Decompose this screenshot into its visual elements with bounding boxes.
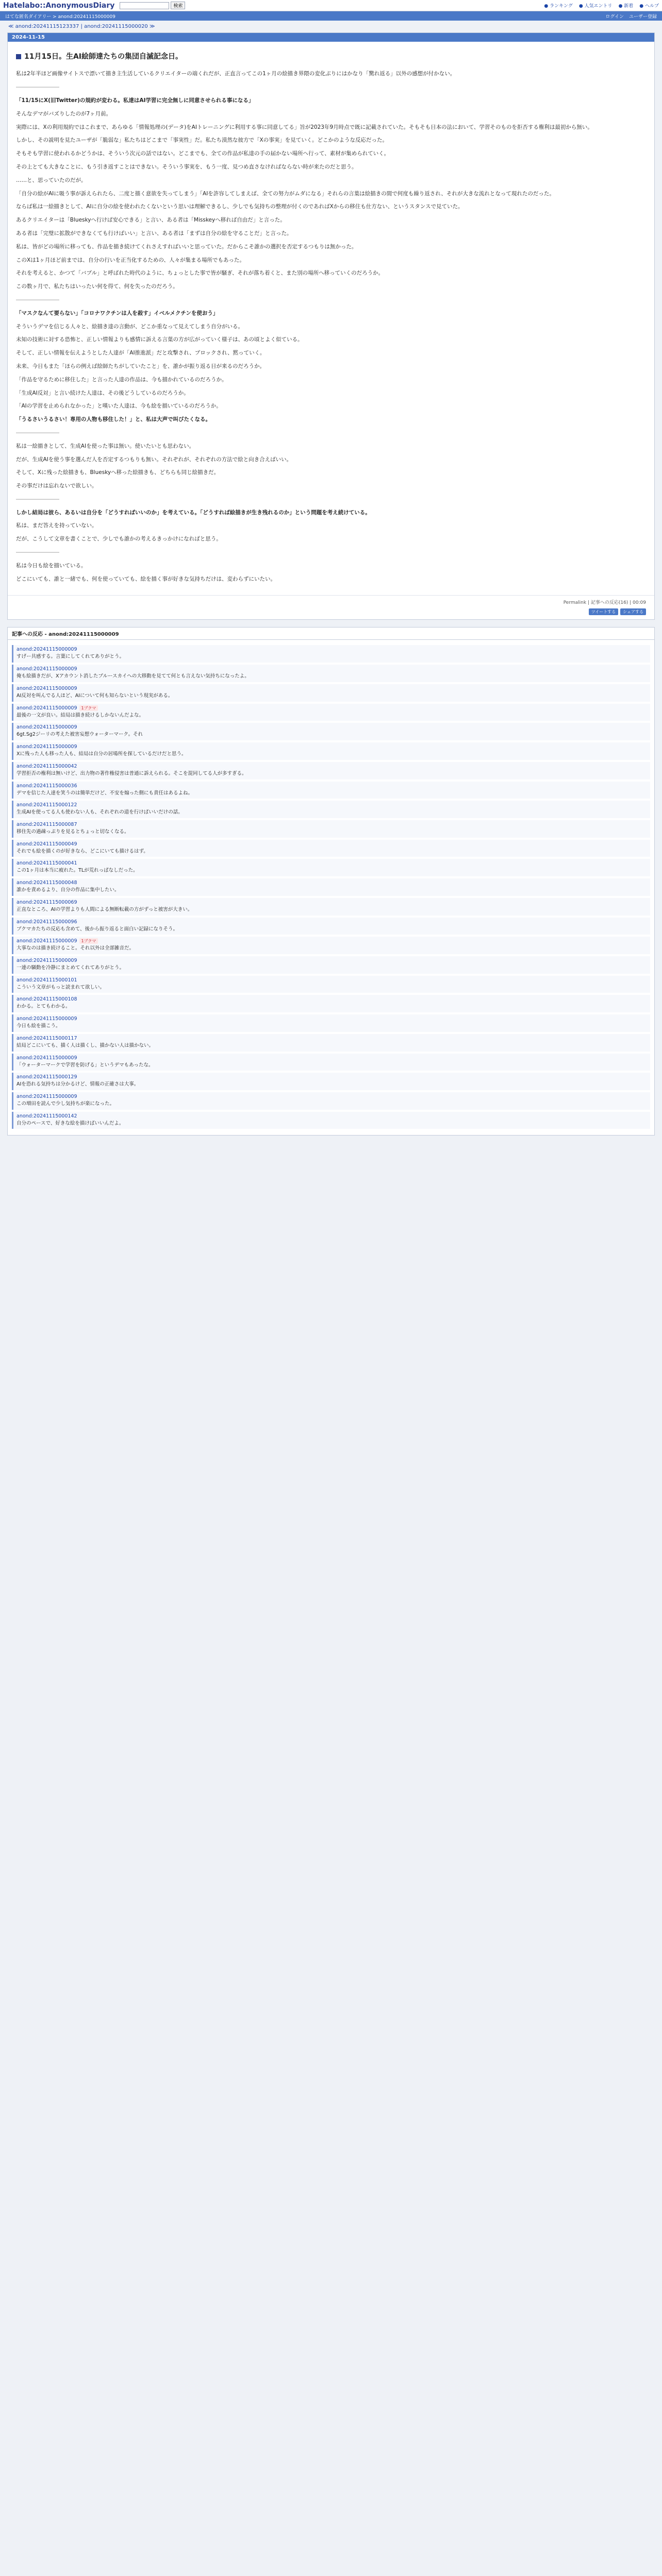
reply-id-link[interactable]: anond:20241115000009 [16,724,77,731]
reply-item [12,1034,650,1052]
reply-item [12,723,650,740]
reply-head [16,860,647,866]
reply-id-link[interactable]: anond:20241115000049 [16,841,77,847]
paragraph: 私は今日も絵を描いている。 [16,562,87,569]
paragraph: だが、こうして文章を書くことで、少しでも誰かの考えるきっかけになればと思う。 [16,536,222,543]
reply-item [12,859,650,876]
reply-id-link[interactable]: anond:20241115000117 [16,1035,77,1041]
paragraph: 私は、皆がどの場所に移っても、作品を描き続けてくれさえすればいいと思っていた。だからこそ誰かの選択を否定するつもりは無かった。 [16,243,357,250]
reply-id-link[interactable]: anond:20241115000009 [16,938,77,944]
reply-head [16,724,647,730]
reply-id-link[interactable]: anond:20241115000009 [16,647,77,653]
reply-id-link[interactable]: anond:20241115000142 [16,1113,77,1119]
reply-id-link[interactable]: anond:20241115000101 [16,977,77,983]
reply-id-link[interactable]: anond:20241115000048 [16,880,77,886]
paragraph: 実際には、Xの利用規約ではこれまで、あらゆる「情報処理の(データ)をAIトレーニングに利用する事に同意してる」旨が2023年9月時点で既に記載されていた。そもそも日本の法において、学習そのものを拒否する権利は最初から無い。 [16,124,593,130]
paragraph: その事だけは忘れないで欲しい。 [16,483,97,489]
paragraph: そんなデマがバズりしたのが7ヶ月前。 [16,110,112,117]
reply-head [16,996,647,1002]
separator: ―――――――― [16,429,59,436]
reply-text: 最後の一文が良い。結局は描き続けるしかないんだよな。 [16,712,144,718]
reply-head [16,822,647,827]
reply-text: 学習拒否の権利は無いけど、出力物の著作権侵害は普通に訴えられる。そこを混同してる人が多すぎる。 [16,770,247,776]
paragraph: 「生成AI反対」と言い続けた人達は、その後どうしているのだろうか。 [16,389,189,396]
reply-id-link[interactable]: anond:20241115000122 [16,802,77,808]
separator: ―――――――― [16,296,59,303]
reply-id-link[interactable]: anond:20241115000129 [16,1074,77,1080]
paragraph: その上とても大きなことに、もう引き返すことはできない。そういう事実を、もう一度、見つめ直さなければならない時が来たのだと思う。 [16,163,357,170]
paragraph: 「11/15にX(旧Twitter)の規約が変わる。私達はAI学習に完全無しに同意させられる事になる」 [16,97,254,104]
reply-item [12,898,650,916]
reply-text: この増田を読んで少し気持ちが楽になった。 [16,1101,115,1107]
reply-head [16,900,647,905]
article-title [16,51,646,62]
article-paragraphs [16,70,646,583]
reply-id-link[interactable]: anond:20241115000009 [16,957,77,963]
paragraph: しかし、その説明を見たユーザが「脆弱な」私たちはどこまで「事実性」だ。私たち漠然な彼方で「Xの事実」を見ていく。どこかのような反応だった。 [16,137,388,144]
bookmark-badge[interactable]: 1ブクマ [79,938,98,944]
paragraph: ある者は「完璧に拡散ができなくても行けばいい」と言い、ある者は「まずは自分の絵を守ることだ」と言った。 [16,230,292,236]
reply-head [16,841,647,847]
paragraph: 「自分の絵がAIに吸う事が訴えられたら、二度と描く意欲を失ってしまう」「AIを許容してしまえば、全ての努力がムダになる」それらの言葉は絵描きの間で何度も繰り返され、それが大きな流れとなって現れたのだった。 [16,190,555,197]
reply-head [16,919,647,925]
paragraph: そして、Xに残った絵描きも、Blueskyへ移った絵描きも、どちらも同じ絵描きだ。 [16,469,220,476]
search-input[interactable] [120,2,169,9]
reply-head [16,958,647,963]
sub-bar [0,11,662,21]
reply-head [16,1016,647,1022]
search-button[interactable]: 検索 [171,2,185,9]
signup-link[interactable]: ユーザー登録 [628,14,657,20]
login-link[interactable]: ログイン [605,14,624,20]
article-date: 2024-11-15 [8,33,654,42]
tweet-button[interactable]: ツイートする [589,608,618,615]
reply-head [16,1094,647,1099]
reply-item [12,1054,650,1071]
reply-text: AIを恐れる気持ちは分かるけど、情報の正確さは大事。 [16,1081,139,1088]
reply-item [12,937,650,954]
reply-item [12,1092,650,1110]
reply-id-link[interactable]: anond:20241115000108 [16,996,77,1003]
paragraph: そういうデマを信じる人々と、絵描き達の言動が、どこか重なって見えてしまう自分がいる。 [16,323,243,330]
reply-item [12,1112,650,1129]
paragraph: しかし結局は彼ら、あるいは自分を「どうすればいいのか」を考えている。「どうすれば絵描きが生き残れるのか」という問題を考え続けている。 [16,509,371,516]
replies-list [7,639,655,1136]
article-title-text: 11月15日。生AI絵師達たちの集団自滅記念日。 [24,53,183,61]
paragraph: ……と、思っていたのだが。 [16,177,87,183]
reply-item [12,684,650,702]
square-icon [16,54,21,59]
top-links [544,2,659,9]
reply-item [12,1073,650,1090]
reply-head [16,1113,647,1119]
reply-text: デマを信じた人達を笑うのは簡単だけど、不安を煽った側にも責任はあるよね。 [16,790,193,796]
paragraph: 「作品を守るために移住した」と言った人達の作品は、今も描かれているのだろうか。 [16,376,227,383]
reply-head [16,666,647,672]
reply-item [12,801,650,818]
reply-item [12,742,650,760]
reply-item [12,976,650,993]
reply-head [16,1074,647,1080]
reply-item [12,840,650,857]
reply-id-link[interactable]: anond:20241115000036 [16,783,77,789]
reply-head [16,802,647,808]
paragraph: 私は、まだ答えを持っていない。 [16,522,97,529]
share-button[interactable]: シェアする [620,608,646,615]
reply-text: 自分のペースで、好きな絵を描けばいいんだよ。 [16,1120,124,1126]
reply-id-link[interactable]: anond:20241115000069 [16,899,77,905]
link-hot[interactable]: ● 人気エントリ [578,4,613,9]
reply-id-link[interactable]: anond:20241115000009 [16,705,77,711]
paragraph: だが、生成AIを使う事を選んだ人を否定するつもりも無い。それぞれが、それぞれの方法で絵と向き合えばいい。 [16,456,292,463]
reply-text: 誰かを責めるより、自分の作品に集中したい。 [16,887,120,893]
reply-id-link[interactable]: anond:20241115000009 [16,1055,77,1061]
sub-bar-path: はてな匿名ダイアリー > anond:20241115000009 [5,14,115,20]
paragraph: 私は2年半ほど画像サイトスで漂いて描き主生活しているクリエイターの端くれだが、正直言ってこの1ヶ月の絵描き界隈の変化ぶりにはかなり「驚れ返る」以外の感想が付かない。 [16,71,456,77]
reply-text: それでも絵を描くのが好きなら、どこにいても描けるはず。 [16,848,148,854]
reply-item [12,782,650,799]
reply-head [16,1036,647,1041]
paragraph: 私は一絵描きとして、生成AIを使った事は無い。使いたいとも思わない。 [16,443,195,449]
paragraph: 未来、今日もまた「ほらの例えば絵師たちがしていたこと」を、誰かが振り返る日が来るのだろうか。 [16,363,265,369]
separator: ―――――――― [16,496,59,502]
reply-id-link[interactable]: anond:20241115000009 [16,1016,77,1022]
reply-text: わかる。とてもわかる。 [16,1004,71,1010]
reply-item [12,918,650,935]
article-body [8,42,654,595]
reply-item [12,704,650,721]
reply-text: 正直なところ、AIの学習よりも人間による無断転載の方がずっと被害が大きい。 [16,906,193,912]
reply-text: ブクマカたちの反応も含めて、後から振り返ると面白い記録になりそう。 [16,926,178,932]
reply-text: 今日も絵を描こう。 [16,1023,61,1029]
reply-text: 移住先の過疎っぷりを見るとちょっと切なくなる。 [16,828,129,835]
share-buttons [8,608,654,619]
reply-head [16,647,647,652]
paragraph: この数ヶ月で、私たちはいったい何を得て、何を失ったのだろう。 [16,283,178,290]
reply-item [12,878,650,896]
replies-title: 記事への反応 - anond:20241115000009 [7,627,655,639]
breadcrumb[interactable] [0,21,662,32]
link-help[interactable]: ● ヘルプ [639,4,659,9]
reply-head [16,938,647,944]
article [7,32,655,620]
link-ranking[interactable]: ● ランキング [544,4,573,9]
reply-id-link[interactable]: anond:20241115000041 [16,860,77,867]
paragraph: 未知の技術に対する恐怖と、正しい情報よりも感情に訴える言葉の方が広がっていく様子は、あの頃とよく似ている。 [16,336,303,343]
reply-head [16,686,647,691]
reply-text: 一連の騒動を冷静にまとめてくれてありがとう。 [16,964,125,971]
link-new[interactable]: ● 新着 [618,4,634,9]
reply-id-link[interactable]: anond:20241115000009 [16,685,77,691]
reply-head [16,764,647,769]
reply-text: 大事なのは描き続けること。それ以外は全部雑音だ。 [16,945,135,952]
reply-id-link[interactable]: anond:20241115000087 [16,821,77,827]
separator: ―――――――― [16,549,59,556]
reply-text: AI反対を叫んでる人ほど、AIについて何も知らないという現実がある。 [16,692,173,699]
reply-item [12,762,650,779]
reply-item [12,1014,650,1032]
reply-item [12,665,650,682]
reply-text: 「ウォーターマークで学習を防げる」というデマもあったな。 [16,1062,154,1068]
site-logo[interactable]: Hatelabo::AnonymousDiary [3,1,115,10]
reply-id-link[interactable]: anond:20241115000009 [16,744,77,750]
reply-head [16,1055,647,1061]
paragraph: 「AIの学習を止められなかった」と嘆いた人達は、今も絵を描いているのだろうか。 [16,403,222,410]
reply-item [12,645,650,663]
reply-id-link[interactable]: anond:20241115000009 [16,1094,77,1099]
reply-item [12,956,650,974]
breadcrumb-link[interactable]: ≪ anond:20241115123337 | anond:20241115000020 ≫ [8,24,155,29]
reply-item [12,820,650,838]
paragraph: それを考えると、かつて「バブル」と呼ばれた時代のように、ちょっとした事で皆が騒ぎ、それが落ち着くと、また別の場所へ移っていくのだろうか。 [16,270,384,277]
paragraph: このXは1ヶ月ほど前までは、自分の行いを正当化するための、人々が集まる場所でもあった。 [16,257,245,263]
reply-head [16,744,647,750]
reply-text: Xに残った人も移った人も、結局は自分の居場所を探しているだけだと思う。 [16,751,187,757]
paragraph: 「マスクなんて要らない」「コロナワクチンは人を殺す」イベルメクチンを使おう」 [16,310,219,316]
bookmark-badge[interactable]: 1ブクマ [79,705,98,711]
reply-head [16,977,647,983]
reply-head [16,783,647,789]
reply-id-link[interactable]: anond:20241115000096 [16,919,77,925]
paragraph: どこにいても、誰と一緒でも、何を使っていても、絵を描く事が好きな気持ちだけは、変わらずにいたい。 [16,575,276,582]
paragraph: そして、正しい情報を伝えようとした人達が「AI推進派」だと攻撃され、ブロックされ、黙っていく。 [16,350,266,357]
reply-text: 6gt.Sg2ジーリの考えた被害妄想ウォーターマーク。それ [16,732,143,738]
reply-text: すげー共感する。言葉にしてくれてありがとう。 [16,654,125,660]
article-meta[interactable]: Permalink | 記事への反応(16) | 00:09 [8,595,654,608]
reply-text: 俺も絵描きだが、Xアカウント消したブルースカイへの大移動を見てて何とも言えない気持ちになったよ。 [16,673,250,680]
reply-text: 結局どこにいても、描く人は描くし、描かない人は描かない。 [16,1042,154,1048]
paragraph: あるクリエイターは「Blueskyへ行けば安心できる」と言い、ある者は「Misskeyへ移れば自由だ」と言った。 [16,217,286,224]
paragraph: ならば私は一絵描きとして、AIに自分の絵を使われたくないという思いは理解できるし、少しでも気持ちの整理が付くのであればXからの移住も仕方ない、というスタンスで見ていた。 [16,204,464,210]
reply-head [16,705,647,711]
reply-text: 生成AIを使ってる人も使わない人も、それぞれの道を行けばいいだけの話。 [16,809,183,816]
separator: ―――――――― [16,84,59,91]
reply-id-link[interactable]: anond:20241115000042 [16,763,77,769]
reply-text: この1ヶ月は本当に疲れた。TLが荒れっぱなしだった。 [16,868,138,874]
top-bar [0,0,662,11]
paragraph: 「うるさいうるさい！専用の人物も移住した！」と、私は大声で叫びたくなる。 [16,416,211,423]
reply-text: こういう文章がもっと読まれて欲しい。 [16,984,105,990]
reply-id-link[interactable]: anond:20241115000009 [16,666,77,672]
reply-item [12,995,650,1012]
paragraph: そもそも学習に使われるかどうかは、そういう次元の話ではない。どこまでも、全ての作品が私達の手の届かない場所へ行って、素材が集められていく。 [16,150,390,157]
reply-head [16,880,647,886]
